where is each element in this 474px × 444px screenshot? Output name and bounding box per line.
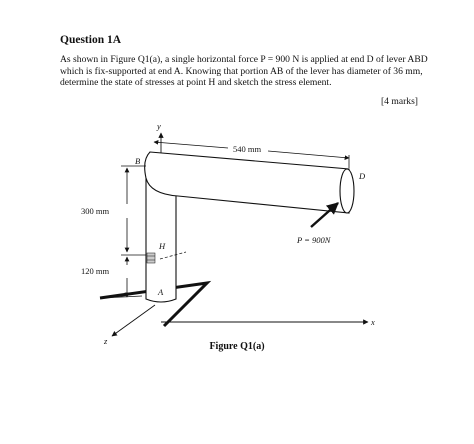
label-point-d: D: [359, 171, 366, 181]
h-stress-square: [147, 253, 155, 263]
z-axis-line: [112, 305, 155, 336]
label-z-axis: z: [104, 336, 108, 346]
figure-caption: Figure Q1(a): [209, 341, 265, 352]
label-300mm: 300 mm: [81, 206, 110, 216]
dim-540-right: [268, 151, 349, 158]
label-point-b: B: [135, 156, 141, 166]
label-120mm: 120 mm: [81, 266, 110, 276]
question-body: As shown in Figure Q1(a), a single horizontal force P = 900 N is applied at end D of lever ABD which is fix-supported at end A. Knowing that portion AB of the lever has diameter of 36 mm, determine the state of stresses at point H and sketch the stress element.: [60, 54, 428, 89]
label-point-a: A: [158, 287, 164, 297]
label-540mm: 540 mm: [233, 144, 262, 154]
end-d-face: [340, 169, 354, 213]
label-point-h: H: [159, 241, 166, 251]
label-force-p: P = 900N: [297, 235, 331, 245]
marks-label: [4 marks]: [380, 96, 418, 107]
dim-540-left: [154, 142, 228, 148]
label-x-axis: x: [371, 317, 375, 327]
question-title: Question 1A: [60, 34, 122, 46]
label-y-axis: y: [157, 121, 161, 131]
